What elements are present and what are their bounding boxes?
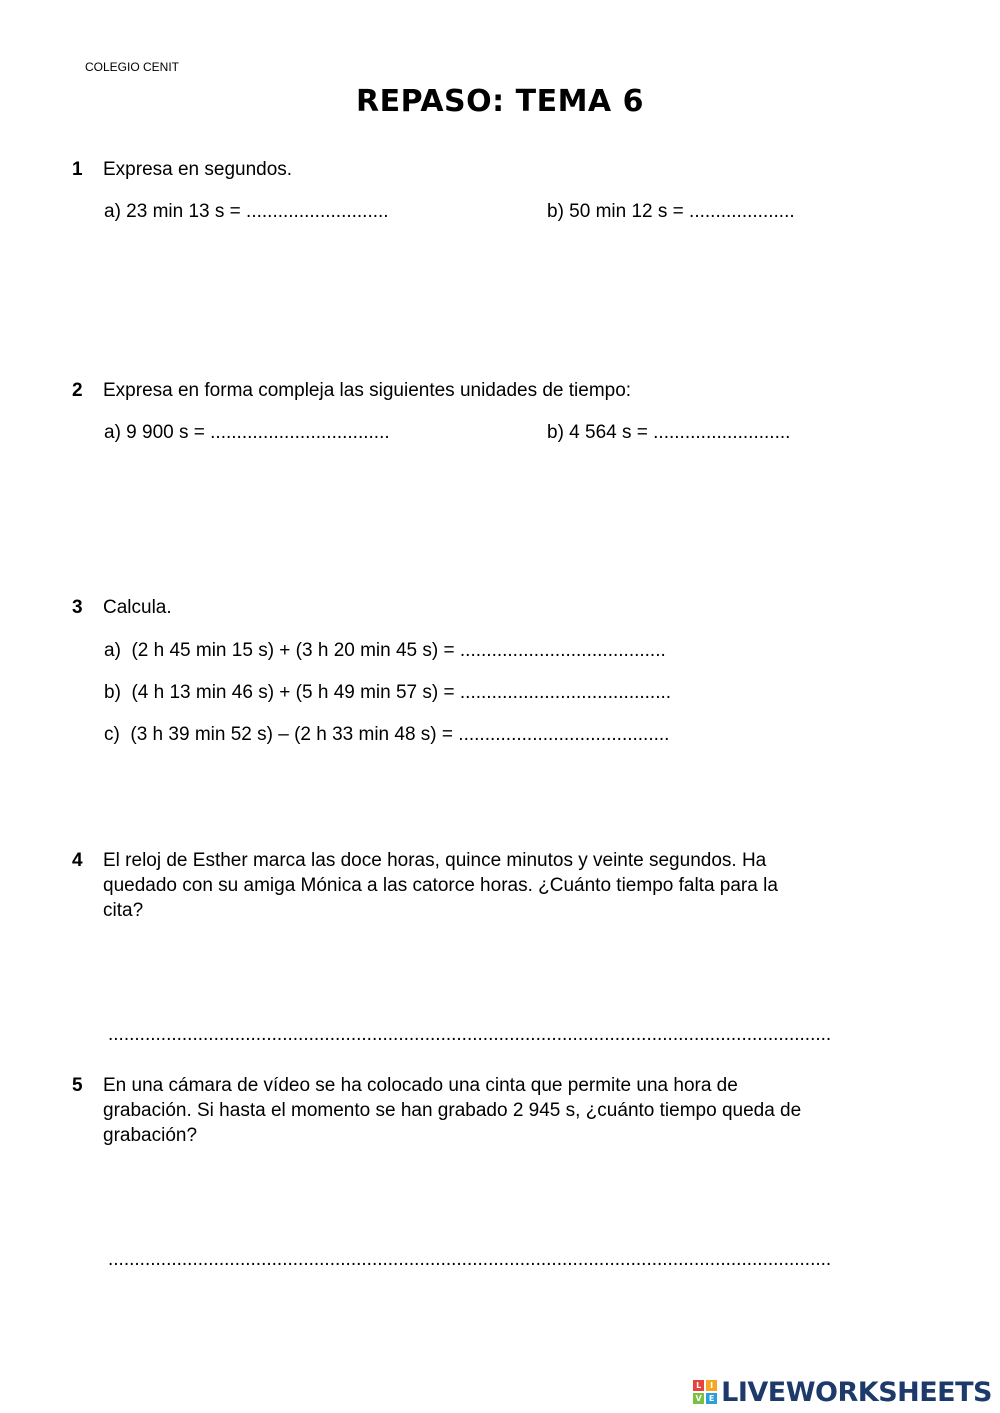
question-3b-answer-field[interactable] (460, 682, 710, 704)
logo-square: V (693, 1393, 704, 1404)
question-5-number: 5 (72, 1075, 83, 1096)
question-3a-answer-field[interactable] (460, 640, 705, 662)
question-1a-answer-field[interactable] (246, 201, 416, 223)
question-3c (104, 724, 708, 746)
question-1-text: Expresa en segundos. (103, 159, 293, 180)
question-1b (547, 201, 819, 223)
question-3-text: Calcula. (103, 597, 172, 618)
question-3c-label: c) (3 h 39 min 52 s) – (2 h 33 min 48 s) = (104, 724, 459, 745)
question-5-text-line: En una cámara de vídeo se ha colocado una cinta que permite una hora de (103, 1075, 738, 1096)
question-1a-label: a) 23 min 13 s = (104, 201, 247, 222)
question-3a-label: a) (2 h 45 min 15 s) + (3 h 20 min 45 s) = (104, 640, 460, 661)
question-2a-label: a) 9 900 s = (104, 422, 211, 443)
question-2b (547, 422, 823, 444)
question-2-text: Expresa en forma compleja las siguientes unidades de tiempo: (103, 380, 632, 401)
question-2b-label: b) 4 564 s = (547, 422, 654, 443)
question-4-text-line: El reloj de Esther marca las doce horas, quince minutos y veinte segundos. Ha (103, 850, 767, 871)
logo-square: L (693, 1380, 704, 1391)
question-3-number: 3 (72, 597, 83, 618)
logo-squares-icon (693, 1380, 717, 1404)
question-3a (104, 640, 705, 662)
question-3c-answer-field[interactable] (458, 724, 708, 746)
question-5-text-line: grabación. Si hasta el momento se han grabado 2 945 s, ¿cuánto tiempo queda de (103, 1100, 802, 1121)
question-4-answer-field[interactable] (108, 1024, 918, 1046)
question-5-text-line: grabación? (103, 1125, 198, 1146)
question-5-answer-field[interactable] (108, 1249, 918, 1271)
logo-text: LIVEWORKSHEETS (721, 1376, 992, 1408)
question-2-number: 2 (72, 380, 83, 401)
question-4-text-line: cita? (103, 900, 144, 921)
question-3b-label: b) (4 h 13 min 46 s) + (5 h 49 min 57 s) = (104, 682, 460, 703)
question-2b-answer-field[interactable] (653, 422, 823, 444)
liveworksheets-logo[interactable] (693, 1377, 992, 1407)
question-2a (104, 422, 425, 444)
question-2a-answer-field[interactable] (210, 422, 425, 444)
question-3b (104, 682, 710, 704)
logo-square: E (706, 1393, 717, 1404)
logo-square: I (706, 1380, 717, 1391)
question-4-number: 4 (72, 850, 83, 871)
question-5-text (103, 1073, 801, 1148)
question-1b-label: b) 50 min 12 s = (547, 201, 690, 222)
question-4-text (103, 848, 778, 923)
question-1-number: 1 (72, 159, 83, 180)
question-1b-answer-field[interactable] (689, 201, 819, 223)
school-name: COLEGIO CENIT (85, 60, 180, 74)
question-1a (104, 201, 416, 223)
page-title: REPASO: TEMA 6 (356, 84, 644, 119)
question-4-text-line: quedado con su amiga Mónica a las catorce horas. ¿Cuánto tiempo falta para la (103, 875, 778, 896)
